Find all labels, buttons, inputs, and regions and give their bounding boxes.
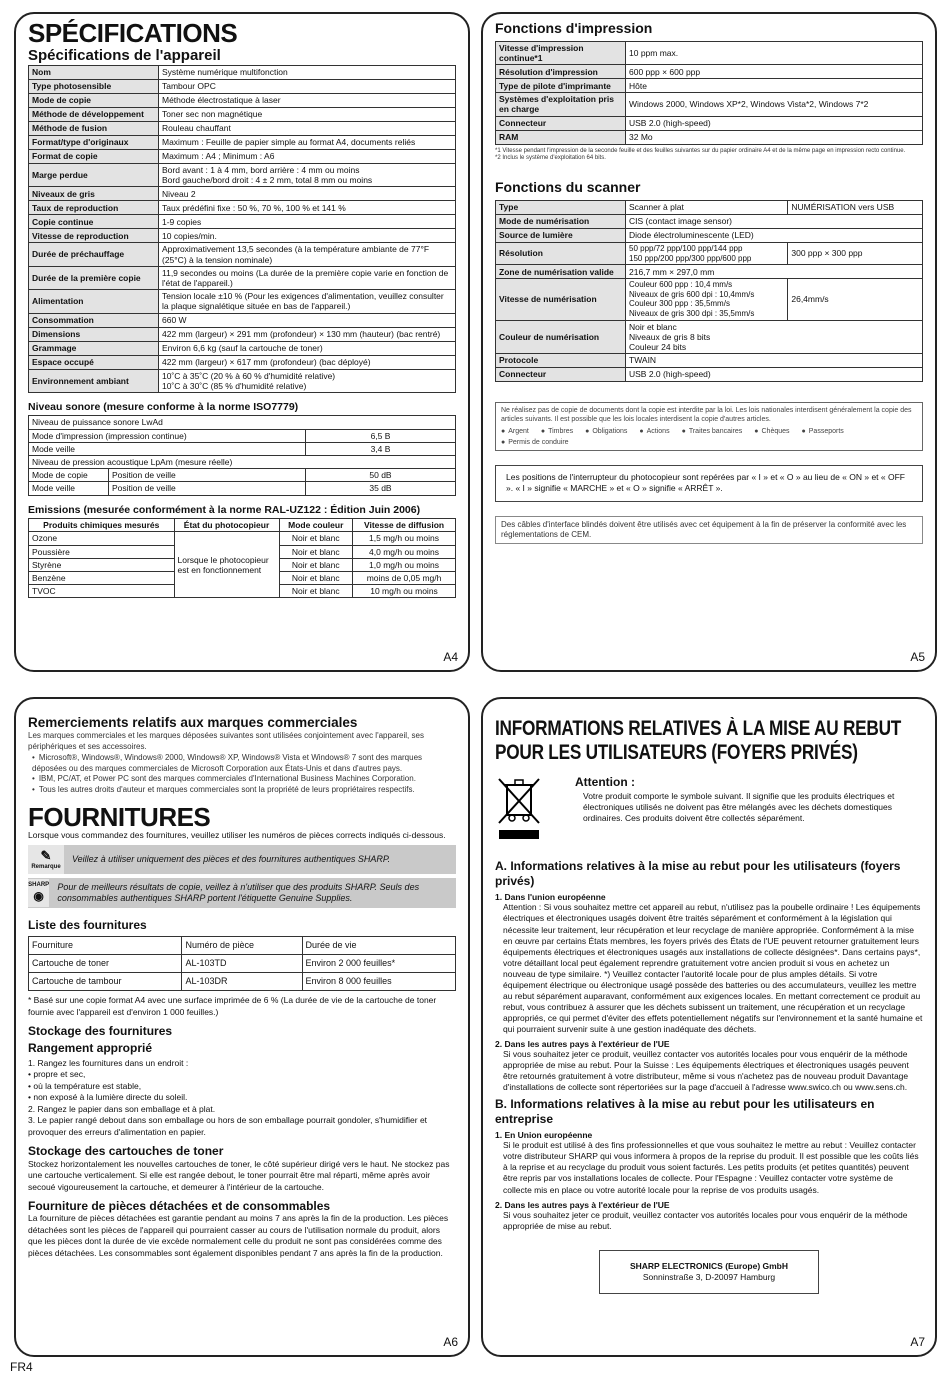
spec-value: 600 ppp × 600 ppp xyxy=(626,65,923,79)
page-number: A4 xyxy=(443,649,458,664)
scan-table xyxy=(495,200,923,382)
emi-cell: Poussière xyxy=(29,545,175,558)
spec-value: Scanner à plat xyxy=(626,200,788,214)
spec-value: Méthode électrostatique à laser xyxy=(159,94,456,108)
spec-key: Nom xyxy=(29,66,159,80)
noise-cell: Mode d'impression (impression continue) xyxy=(29,429,306,442)
spec-value: Approximativement 13,5 secondes (à la température ambiante de 77°F (25°C) à la tension nominale) xyxy=(159,243,456,266)
section-b1-title: 1. En Union européenne xyxy=(495,1130,593,1141)
spec-value: Environ 6,6 kg (sauf la cartouche de toner) xyxy=(159,341,456,355)
spec-key: Type de pilote d'imprimante xyxy=(496,79,626,93)
spec-row xyxy=(29,369,456,392)
toner-text: Stockez horizontalement les nouvelles cartouches de toner, le côté supérieur dirigé vers le haut. Ne stockez pas une cartouche verticalement. Si elle est rangée debout, le toner pourrait être mal réparti, même après avoir secoué vigoureusement la cartouche, et demeurer à l'intérieur de la cartouche. xyxy=(28,1158,450,1192)
emi-header: Vitesse de diffusion xyxy=(353,519,456,532)
spec-value: 50 ppp/72 ppp/100 ppp/144 ppp 150 ppp/200 ppp/300 ppp/600 ppp xyxy=(626,242,788,264)
print-note: *2 Inclus le système d'exploitation 64 bits. xyxy=(495,155,606,162)
table-cell: Cartouche de tambour xyxy=(29,973,182,991)
noise-cell: Mode veille xyxy=(29,442,306,455)
emi-header: État du photocopieur xyxy=(174,519,279,532)
spec-key: Couleur de numérisation xyxy=(496,320,626,354)
spec-value: 422 mm (largeur) × 617 mm (profondeur) (bac déployé) xyxy=(159,355,456,369)
spec-row xyxy=(29,215,456,229)
spec-key: Type photosensible xyxy=(29,80,159,94)
legal-item: ● Traites bancaires xyxy=(682,427,743,436)
spec-row xyxy=(29,327,456,341)
spec-row xyxy=(496,41,923,64)
spec-key: Zone de numérisation valide xyxy=(496,265,626,279)
spec-row xyxy=(496,130,923,144)
storage-item: • non exposé à la lumière directe du soleil. xyxy=(28,1092,188,1103)
emi-cell: 10 mg/h ou moins xyxy=(353,585,456,598)
spec-value: 660 W xyxy=(159,313,456,327)
spec-key: Résolution d'impression xyxy=(496,65,626,79)
spec-value: 1-9 copies xyxy=(159,215,456,229)
spec-key: RAM xyxy=(496,130,626,144)
emi-cell: Ozone xyxy=(29,532,175,545)
noise-cell: Position de veille xyxy=(109,469,306,482)
noise-table xyxy=(28,415,456,495)
emi-cell: 4,0 mg/h ou moins xyxy=(353,545,456,558)
supplies-intro: Lorsque vous commandez des fournitures, veuillez utiliser les numéros de pièces corrects indiqués ci-dessous. xyxy=(28,829,446,840)
spec-value: 11,9 secondes ou moins (La durée de la première copie varie en fonction de l'état de l'appareil.) xyxy=(159,266,456,289)
spec-row xyxy=(29,122,456,136)
spec-key: Vitesse de numérisation xyxy=(496,279,626,320)
spec-row xyxy=(29,355,456,369)
print-table xyxy=(495,41,923,145)
spec-value: Couleur 600 ppp : 10,4 mm/s Niveaux de gris 600 dpi : 10,4mm/s Couleur 300 ppp : 35,5mm/s Niveaux de gris 300 dpi : 35,5mm/s xyxy=(626,279,788,320)
supplies-table xyxy=(28,936,456,991)
emi-state: Lorsque le photocopieur est en fonctionnement xyxy=(174,532,279,598)
storage-item: 2. Rangez le papier dans son emballage et à plat. xyxy=(28,1103,216,1114)
tm-list xyxy=(28,753,456,796)
spec-value: Hôte xyxy=(626,79,923,93)
legal-item: ● Actions xyxy=(639,427,669,436)
spec-value: Niveau 2 xyxy=(159,187,456,201)
legal-item: ● Argent xyxy=(501,427,529,436)
spec-row xyxy=(29,108,456,122)
spec-value: USB 2.0 (high-speed) xyxy=(626,116,923,130)
table-cell: Cartouche de toner xyxy=(29,955,182,973)
spec-key: Mode de copie xyxy=(29,94,159,108)
attention-title: Attention : xyxy=(575,775,635,790)
note-bar xyxy=(28,878,456,908)
spec-value: 10˚C à 35˚C (20 % à 60 % d'humidité relative) 10˚C à 30˚C (85 % d'humidité relative) xyxy=(159,369,456,392)
spec-value: Maximum : A4 ; Minimum : A6 xyxy=(159,150,456,164)
spec-key: Résolution xyxy=(496,242,626,264)
spec-value: 32 Mo xyxy=(626,130,923,144)
supplies-title: FOURNITURES xyxy=(28,801,211,832)
spec-row xyxy=(29,150,456,164)
spec-key: Durée de préchauffage xyxy=(29,243,159,266)
emi-cell: Noir et blanc xyxy=(279,585,353,598)
section-a1-text: Attention : Si vous souhaitez mettre cet appareil au rebut, n'utilisez pas la poubelle ordinaire ! Les équipements électriques et électroniques usagés doivent être traités séparément et conformément à la législation qui nécessite leur traitement, leur récupération et leur recyclage de manière appropriée. Conformément à la mise en œuvre par certains États membres, les foyers privés des États de l'UE peuvent retourner gratuitement leurs équipements électriques et électroniques usagés aux installations de collecte désignées*. Dans certains pays*, votre détaillant local peut également reprendre gratuitement votre ancien produit si vous en achetez un nouveau de type similaire. *) Veuillez contacter l'autorité locale pour de plus amples détails. Si votre équipement électrique ou électronique usagé possède des batteries ou des accumulateurs, veuillez les mettre au rebut séparément auparavant, conformément aux exigences locales. En mettant correctement ce produit au rebut, vous contribuez à assurer que les déchets subissent un traitement, une récupération et un recyclage appropriés, ce qui permet d'éviter des effets potentiellement négatifs sur l'environnement et la santé humaine et qui pourraient survenir suite à une gestion inadéquate des déchets. xyxy=(503,902,923,1034)
section-b2-title: 2. Dans les autres pays à l'extérieur de l'UE xyxy=(495,1199,670,1210)
spec-key: Vitesse de reproduction xyxy=(29,229,159,243)
spec-row xyxy=(29,266,456,289)
page-number: A5 xyxy=(910,649,925,664)
emi-cell: Styrène xyxy=(29,558,175,571)
spec-key: Taux de reproduction xyxy=(29,201,159,215)
spec-key: Espace occupé xyxy=(29,355,159,369)
section-a-title: A. Informations relatives à la mise au rebut pour les utilisateurs (foyers privés) xyxy=(495,859,901,888)
legal-item: ● Passeports xyxy=(802,427,844,436)
spec-value: Taux prédéfini fixe : 50 %, 70 %, 100 % et 141 % xyxy=(159,201,456,215)
cable-box: Des câbles d'interface blindés doivent être utilisés avec cet équipement à la fin de préserver la conformité avec les réglementations de CEM. xyxy=(495,516,923,545)
spec-row xyxy=(496,65,923,79)
legal-box xyxy=(495,402,923,451)
list-title: Liste des fournitures xyxy=(28,917,147,932)
spec-key: Marge perdue xyxy=(29,164,159,187)
page-a6 xyxy=(14,697,470,1357)
section-title: Spécifications de l'appareil xyxy=(28,47,221,64)
print-title: Fonctions d'impression xyxy=(495,20,653,36)
section-b-title: B. Informations relatives à la mise au rebut pour les utilisateurs en entreprise xyxy=(495,1097,875,1126)
spec-row xyxy=(29,201,456,215)
emi-cell: TVOC xyxy=(29,585,175,598)
noise-value: 3,4 B xyxy=(306,442,456,455)
spec-key: Dimensions xyxy=(29,327,159,341)
legal-items xyxy=(501,427,917,447)
spec-value: 10 ppm max. xyxy=(626,41,923,64)
spec-key: Format de copie xyxy=(29,150,159,164)
spec-row xyxy=(29,187,456,201)
tm-item: • Tous les autres droits d'auteur et marques commerciales sont la propriété de leurs propriétaires respectifs. xyxy=(32,785,456,796)
emi-cell: Noir et blanc xyxy=(279,532,353,545)
spec-row xyxy=(496,116,923,130)
spec-key: Méthode de développement xyxy=(29,108,159,122)
spec-value: Maximum : Feuille de papier simple au format A4, documents reliés xyxy=(159,136,456,150)
spec-value: 216,7 mm × 297,0 mm xyxy=(626,265,923,279)
spec-value: USB 2.0 (high-speed) xyxy=(626,368,923,382)
emi-cell: 1,5 mg/h ou moins xyxy=(353,532,456,545)
table-cell: AL-103DR xyxy=(182,973,302,991)
noise-value: 6,5 B xyxy=(306,429,456,442)
spec-value: Tension locale ±10 % (Pour les exigences d'alimentation, veuillez consulter la plaque signalétique située en bas de l'appareil.) xyxy=(159,290,456,313)
storage-sub: Rangement approprié xyxy=(28,1040,153,1055)
legal-item: ● Permis de conduire xyxy=(501,438,569,447)
page-number: A6 xyxy=(443,1334,458,1349)
spec-key: Systèmes d'exploitation pris en charge xyxy=(496,93,626,116)
spec-row xyxy=(29,66,456,80)
legal-item: ● Obligations xyxy=(585,427,627,436)
spec-value: Noir et blanc Niveaux de gris 8 bits Couleur 24 bits xyxy=(626,320,923,354)
tm-title: Remerciements relatifs aux marques commerciales xyxy=(28,715,358,730)
spec-key: Protocole xyxy=(496,354,626,368)
noise-value: 50 dB xyxy=(306,469,456,482)
attention-block xyxy=(495,775,923,843)
spec-key: Niveaux de gris xyxy=(29,187,159,201)
emi-header: Produits chimiques mesurés xyxy=(29,519,175,532)
note-text: Veillez à utiliser uniquement des pièces et des fournitures authentiques SHARP. xyxy=(72,854,391,865)
table-cell: Environ 8 000 feuilles xyxy=(302,973,455,991)
tm-item: • IBM, PC/AT, et Power PC sont des marques commerciales d'International Business Machines Corporation. xyxy=(32,774,456,785)
emi-cell: 1,0 mg/h ou moins xyxy=(353,558,456,571)
section-a2-text: Si vous souhaitez jeter ce produit, veuillez contacter vos autorités locales pour vous enquérir de la méthode appropriée de mise au rebut. Pour la Suisse : Les équipements électriques et électroniques usagés peuvent être retournés gratuitement à votre distributeur, même si vous n'achetez pas de nouveau produit Davantage d'installations de collecte sont répertoriées sur la page d'accueil à l'adresse www.swico.ch ou www.sens.ch. xyxy=(503,1049,909,1093)
emi-title: Emissions (mesurée conformément à la norme RAL-UZ122 : Édition Juin 2006) xyxy=(28,503,421,516)
spec-value: 26,4mm/s xyxy=(788,279,923,320)
spec-key: Grammage xyxy=(29,341,159,355)
address-street: Sonninstraße 3, D-20097 Hamburg xyxy=(642,1271,776,1282)
list-note: * Basé sur une copie format A4 avec une surface imprimée de 6 % (La durée de vie de la cartouche de toner fournie avec l'appareil est d'environ 1 000 feuilles.) xyxy=(28,995,437,1017)
spec-row xyxy=(29,243,456,266)
spec-value: CIS (contact image sensor) xyxy=(626,214,923,228)
noise-cell: Position de veille xyxy=(109,482,306,495)
emi-cell: Noir et blanc xyxy=(279,558,353,571)
noise-title: Niveau sonore (mesure conforme à la norme ISO7779) xyxy=(28,400,299,413)
noise-cell: Mode de copie xyxy=(29,469,109,482)
note-text: Pour de meilleurs résultats de copie, veillez à n'utiliser que des produits SHARP. Seuls des consommables authentiques SHARP portent l'étiquette Genuine Supplies. xyxy=(57,882,420,904)
spec-value: Système numérique multifonction xyxy=(159,66,456,80)
legal-item: ● Chèques xyxy=(754,427,789,436)
page-a5 xyxy=(481,12,937,672)
spec-value: 422 mm (largeur) × 291 mm (profondeur) × 130 mm (hauteur) (bac rentré) xyxy=(159,327,456,341)
switch-box: Les positions de l'interrupteur du photocopieur sont repérées par « I » et « O » au lieu de « ON » et « OFF ». « I » signifie « MARCHE » et « O » signifie « ARRÊT ». xyxy=(495,465,923,501)
sharp-genuine-icon: SHARP ◉ xyxy=(28,879,49,907)
page-a4 xyxy=(14,12,470,672)
storage-list xyxy=(28,1058,456,1138)
parts-text: La fourniture de pièces détachées est garantie pendant au moins 7 ans après la fin de la production. Les pièces détachées sont les pièces de l'appareil qui pourraient casser au cours de l'utilisation normale du produit, alors que les pièces dont la durée de vie excède normalement celle du produit ne sont pas considérées comme des pièces détachées. Les consommables sont également disponibles pendant 7 ans après la fin de la production. xyxy=(28,1213,449,1258)
parts-title: Fourniture de pièces détachées et de consommables xyxy=(28,1199,331,1213)
spec-row xyxy=(29,80,456,94)
footer-label: FR4 xyxy=(10,1359,33,1374)
spec-value: 10 copies/min. xyxy=(159,229,456,243)
spec-row xyxy=(496,93,923,116)
storage-item: • propre et sec, xyxy=(28,1069,86,1080)
tm-item: • Microsoft®, Windows®, Windows® 2000, Windows® XP, Windows® Vista et Windows® 7 sont des marques déposées ou des marques commerciales de Microsoft Corporation aux États-Unis et dans d'autres pays. xyxy=(32,753,456,775)
section-a2-title: 2. Dans les autres pays à l'extérieur de l'UE xyxy=(495,1039,670,1049)
spec-key: Mode de numérisation xyxy=(496,214,626,228)
spec-row xyxy=(29,164,456,187)
spec-row xyxy=(29,313,456,327)
emi-cell: Noir et blanc xyxy=(279,571,353,584)
emi-table xyxy=(28,518,456,598)
note-bar xyxy=(28,845,456,874)
noise-pressure-label: Niveau de pression acoustique LpAm (mesure réelle) xyxy=(29,456,456,469)
spec-key: Consommation xyxy=(29,313,159,327)
page-title: INFORMATIONS RELATIVES À LA MISE AU REBUT POUR LES UTILISATEURS (FOYERS PRIVÉS) xyxy=(495,717,902,765)
spec-key: Format/type d'originaux xyxy=(29,136,159,150)
page-a7 xyxy=(481,697,937,1357)
scan-title: Fonctions du scanner xyxy=(495,179,641,196)
section-a1-title: 1. Dans l'union européenne xyxy=(495,892,606,903)
spec-value: Toner sec non magnétique xyxy=(159,108,456,122)
spec-key: Copie continue xyxy=(29,215,159,229)
spec-key: Durée de la première copie xyxy=(29,266,159,289)
address-company: SHARP ELECTRONICS (Europe) GmbH xyxy=(629,1260,789,1271)
table-cell: Environ 2 000 feuilles* xyxy=(302,955,455,973)
storage-item: 1. Rangez les fournitures dans un endroit : xyxy=(28,1057,189,1068)
page-number: A7 xyxy=(910,1334,925,1349)
tm-intro: Les marques commerciales et les marques déposées suivantes sont utilisées conjointement avec l'appareil, ses périphériques et ses accessoires. xyxy=(28,731,424,751)
spec-key: Alimentation xyxy=(29,290,159,313)
spec-value: 300 ppp × 300 ppp xyxy=(788,242,923,264)
spec-key: Source de lumière xyxy=(496,228,626,242)
noise-value: 35 dB xyxy=(306,482,456,495)
table-header: Numéro de pièce xyxy=(182,937,302,955)
attention-text: Votre produit comporte le symbole suivant. Il signifie que les produits électriques et électroniques utilisés ne doivent pas être mélangés avec les déchets domestiques ordinaires. Ces produits doivent être collectés séparément. xyxy=(583,790,895,823)
spec-key: Type xyxy=(496,200,626,214)
emi-cell: Benzène xyxy=(29,571,175,584)
spec-table xyxy=(28,65,456,393)
spec-key: Environnement ambiant xyxy=(29,369,159,392)
legal-text: Ne réalisez pas de copie de documents dont la copie est interdite par la loi. Les lois nationales interdisent généralement la copie des articles suivants. Il est possible que les lois locales interdisent la copie d'autres articles. xyxy=(501,407,912,424)
spec-value: NUMÉRISATION vers USB xyxy=(788,200,923,214)
storage-item: • où la température est stable, xyxy=(28,1080,142,1091)
address-box xyxy=(599,1250,819,1294)
spec-value: Bord avant : 1 à 4 mm, bord arrière : 4 mm ou moins Bord gauche/bord droit : 4 ± 2 mm, total 8 mm ou moins xyxy=(159,164,456,187)
legal-item: ● Timbres xyxy=(541,427,573,436)
sharp-logo: SHARP xyxy=(28,882,50,889)
spec-key: Vitesse d'impression continue*1 xyxy=(496,41,626,64)
storage-item: 3. Le papier rangé debout dans son emballage ou hors de son emballage pourrait gondoler, s'humidifier et provoquer des erreurs d'alimentation en papier. xyxy=(28,1115,428,1137)
table-header: Fourniture xyxy=(29,937,182,955)
section-b1-text: Si le produit est utilisé à des fins professionnelles et que vous souhaitez le mettre au rebut : Veuillez contacter votre distributeur SHARP qui vous informera à propos de la reprise du produit. Il est possible que les coûts liés à la reprise et au recyclage du produit vous soient facturés. Les petits produits (et petites quantités) peuvent être repris par vos installations locales de collecte. Pour l'Espagne : Veuillez contacter votre système de collecte mis en place ou votre autorité locale pour la reprise de vos produits usagés. xyxy=(503,1140,919,1195)
page-title: SPÉCIFICATIONS xyxy=(28,18,238,48)
note-label: Remarque xyxy=(31,864,61,871)
noise-power-label: Niveau de puissance sonore LwAd xyxy=(29,416,456,429)
spec-value: TWAIN xyxy=(626,354,923,368)
spec-key: Méthode de fusion xyxy=(29,122,159,136)
emi-cell: Noir et blanc xyxy=(279,545,353,558)
spec-value: Diode électroluminescente (LED) xyxy=(626,228,923,242)
spec-row xyxy=(29,94,456,108)
noise-cell: Mode veille xyxy=(29,482,109,495)
storage-title: Stockage des fournitures xyxy=(28,1024,173,1039)
spec-row xyxy=(496,79,923,93)
note-icon: ✎ Remarque xyxy=(28,845,64,874)
toner-title: Stockage des cartouches de toner xyxy=(28,1144,224,1159)
spec-row xyxy=(29,136,456,150)
spec-key: Connecteur xyxy=(496,116,626,130)
table-header: Durée de vie xyxy=(302,937,455,955)
section-b2-text: Si vous souhaitez jeter ce produit, veuillez contacter vos autorités locales pour vous enquérir de la méthode appropriée de mise au rebut. xyxy=(503,1209,908,1231)
weee-bin-icon xyxy=(495,775,575,843)
spec-value: Windows 2000, Windows XP*2, Windows Vista*2, Windows 7*2 xyxy=(626,93,923,116)
spec-value: Rouleau chauffant xyxy=(159,122,456,136)
emi-cell: moins de 0,05 mg/h xyxy=(353,571,456,584)
spec-row xyxy=(29,290,456,313)
print-note: *1 Vitesse pendant l'impression de la seconde feuille et des feuilles suivantes sur du papier ordinaire A4 et de la même page en impression recto continue. xyxy=(495,147,906,154)
table-cell: AL-103TD xyxy=(182,955,302,973)
spec-key: Connecteur xyxy=(496,368,626,382)
spec-value: Tambour OPC xyxy=(159,80,456,94)
emi-header: Mode couleur xyxy=(279,519,353,532)
spec-row xyxy=(29,341,456,355)
spec-row xyxy=(29,229,456,243)
